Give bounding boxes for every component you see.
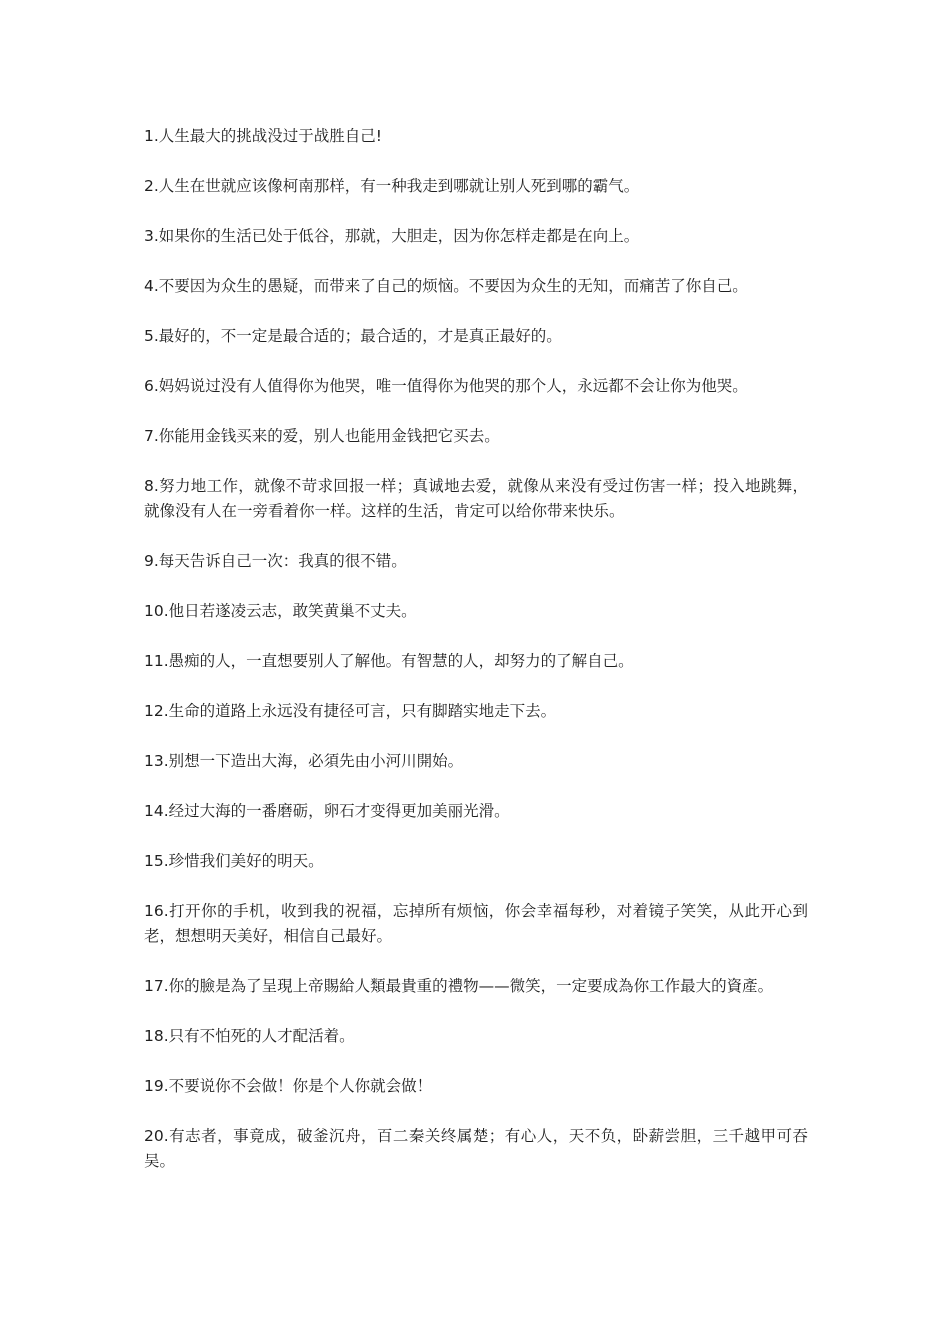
quote-paragraph-16: 16.打开你的手机，收到我的祝福，忘掉所有烦恼，你会幸福每秒，对着镜子笑笑，从此开心到老，想想明天美好，相信自己最好。 bbox=[144, 902, 808, 945]
quote-paragraph-2: 2.人生在世就应该像柯南那样，有一种我走到哪就让别人死到哪的霸气。 bbox=[144, 177, 640, 195]
quote-paragraph-12: 12.生命的道路上永远没有捷径可言，只有脚踏实地走下去。 bbox=[144, 702, 557, 720]
quote-list bbox=[144, 124, 808, 1199]
quote-paragraph-1: 1.人生最大的挑战没过于战胜自己! bbox=[144, 127, 383, 145]
quote-paragraph-14: 14.经过大海的一番磨砺，卵石才变得更加美丽光滑。 bbox=[144, 802, 510, 820]
quote-paragraph-20: 20.有志者，事竟成，破釜沉舟，百二秦关终属楚；有心人，天不负，卧薪尝胆，三千越甲可吞吴。 bbox=[144, 1127, 808, 1170]
quote-paragraph-5: 5.最好的，不一定是最合适的；最合适的，才是真正最好的。 bbox=[144, 327, 562, 345]
quote-paragraph-17: 17.你的臉是為了呈現上帝賜給人類最貴重的禮物——微笑，一定要成為你工作最大的資產。 bbox=[144, 977, 774, 995]
quote-paragraph-11: 11.愚痴的人，一直想要别人了解他。有智慧的人，却努力的了解自己。 bbox=[144, 652, 634, 670]
quote-paragraph-18: 18.只有不怕死的人才配活着。 bbox=[144, 1027, 355, 1045]
quote-paragraph-7: 7.你能用金钱买来的爱，别人也能用金钱把它买去。 bbox=[144, 427, 500, 445]
quote-paragraph-8: 8.努力地工作，就像不苛求回报一样；真诚地去爱，就像从来没有受过伤害一样；投入地跳舞，就像没有人在一旁看着你一样。这样的生活，肯定可以给你带来快乐。 bbox=[144, 477, 808, 520]
quote-paragraph-9: 9.每天告诉自己一次：我真的很不错。 bbox=[144, 552, 407, 570]
quote-paragraph-4: 4.不要因为众生的愚疑，而带来了自己的烦恼。不要因为众生的无知，而痛苦了你自己。 bbox=[144, 277, 748, 295]
quote-paragraph-10: 10.他日若遂凌云志，敢笑黄巢不丈夫。 bbox=[144, 602, 417, 620]
quote-paragraph-3: 3.如果你的生活已处于低谷，那就，大胆走，因为你怎样走都是在向上。 bbox=[144, 227, 640, 245]
quote-paragraph-15: 15.珍惜我们美好的明天。 bbox=[144, 852, 324, 870]
quote-paragraph-13: 13.别想一下造出大海，必須先由小河川開始。 bbox=[144, 752, 464, 770]
quote-paragraph-19: 19.不要说你不会做！你是个人你就会做！ bbox=[144, 1077, 433, 1095]
quote-paragraph-6: 6.妈妈说过没有人值得你为他哭，唯一值得你为他哭的那个人，永远都不会让你为他哭。 bbox=[144, 377, 748, 395]
